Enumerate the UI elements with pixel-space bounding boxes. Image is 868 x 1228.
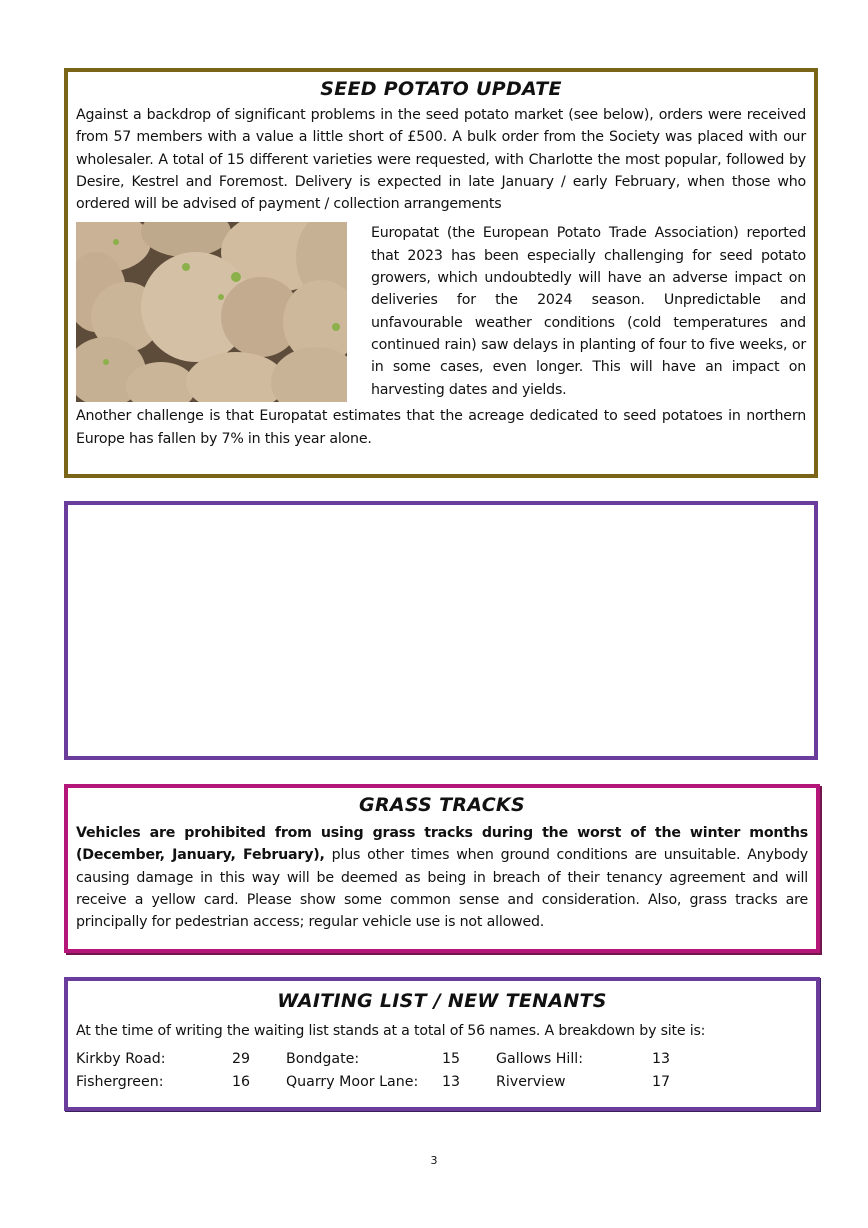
site-count: 16 xyxy=(232,1073,251,1090)
empty-box xyxy=(64,501,818,760)
waiting-list-intro: At the time of writing the waiting list stands at a total of 56 names. A breakdown by site is: xyxy=(76,1023,706,1039)
site-name: Riverview xyxy=(496,1073,566,1090)
page-number: 3 xyxy=(430,1154,438,1167)
site-breakdown xyxy=(76,1048,808,1093)
europatat-report-text: Europatat (the European Potato Trade Association) reported that 2023 has been especially challenging for seed potato growers, which undoubtedly will have an adverse impact on deliveries for the 2024 season. Unpredictable and unfavourable weather conditions (cold temperatures and continued rain) saw delays in planting of four to five weeks, or in some cases, even longer. This will have an impact on harvesting dates and yields. xyxy=(371,225,806,398)
site-count: 13 xyxy=(442,1073,461,1090)
seed-potato-update-section xyxy=(64,68,818,478)
grass-tracks-bold-text: Vehicles are prohibited from using grass tracks during the worst of the winter months (December, January, February), xyxy=(76,825,808,864)
site-count: 17 xyxy=(652,1073,671,1090)
site-name: Bondgate: xyxy=(286,1051,360,1068)
site-name: Gallows Hill: xyxy=(496,1051,584,1068)
grass-tracks-section xyxy=(64,784,820,953)
site-name: Kirkby Road: xyxy=(76,1051,166,1068)
seed-potato-intro: Against a backdrop of significant problems in the seed potato market (see below), orders were received from 57 members with a value a little short of £500. A bulk order from the Society was placed with our wholesaler. A total of 15 different varieties were requested, with Charlotte the most popular, followed by Desire, Kestrel and Foremost. Delivery is expected in late January / early February, when those who ordered will be advised of payment / collection arrangements xyxy=(76,107,806,213)
waiting-list-title: WAITING LIST / NEW TENANTS xyxy=(277,990,607,1012)
site-count: 15 xyxy=(442,1051,461,1068)
seed-potato-closing: Another challenge is that Europatat estimates that the acreage dedicated to seed potatoes in northern Europe has fallen by 7% in this year alone. xyxy=(76,408,806,447)
seed-potato-title: SEED POTATO UPDATE xyxy=(320,78,562,100)
site-name: Fishergreen: xyxy=(76,1073,164,1090)
grass-tracks-title: GRASS TRACKS xyxy=(359,794,525,816)
seed-potatoes-photo-icon xyxy=(76,222,347,402)
grass-tracks-text xyxy=(76,822,808,933)
site-count: 13 xyxy=(652,1051,671,1068)
site-name: Quarry Moor Lane: xyxy=(286,1073,419,1090)
site-count: 29 xyxy=(232,1051,251,1068)
waiting-list-section xyxy=(64,977,820,1111)
grass-tracks-body-text: plus other times when ground conditions are unsuitable. Anybody causing damage in this way will be deemed as being in breach of their tenancy agreement and will receive a yellow card. Please show some common sense and consideration. Also, grass tracks are principally for pedestrian access; regular vehicle use is not allowed. xyxy=(76,847,808,931)
